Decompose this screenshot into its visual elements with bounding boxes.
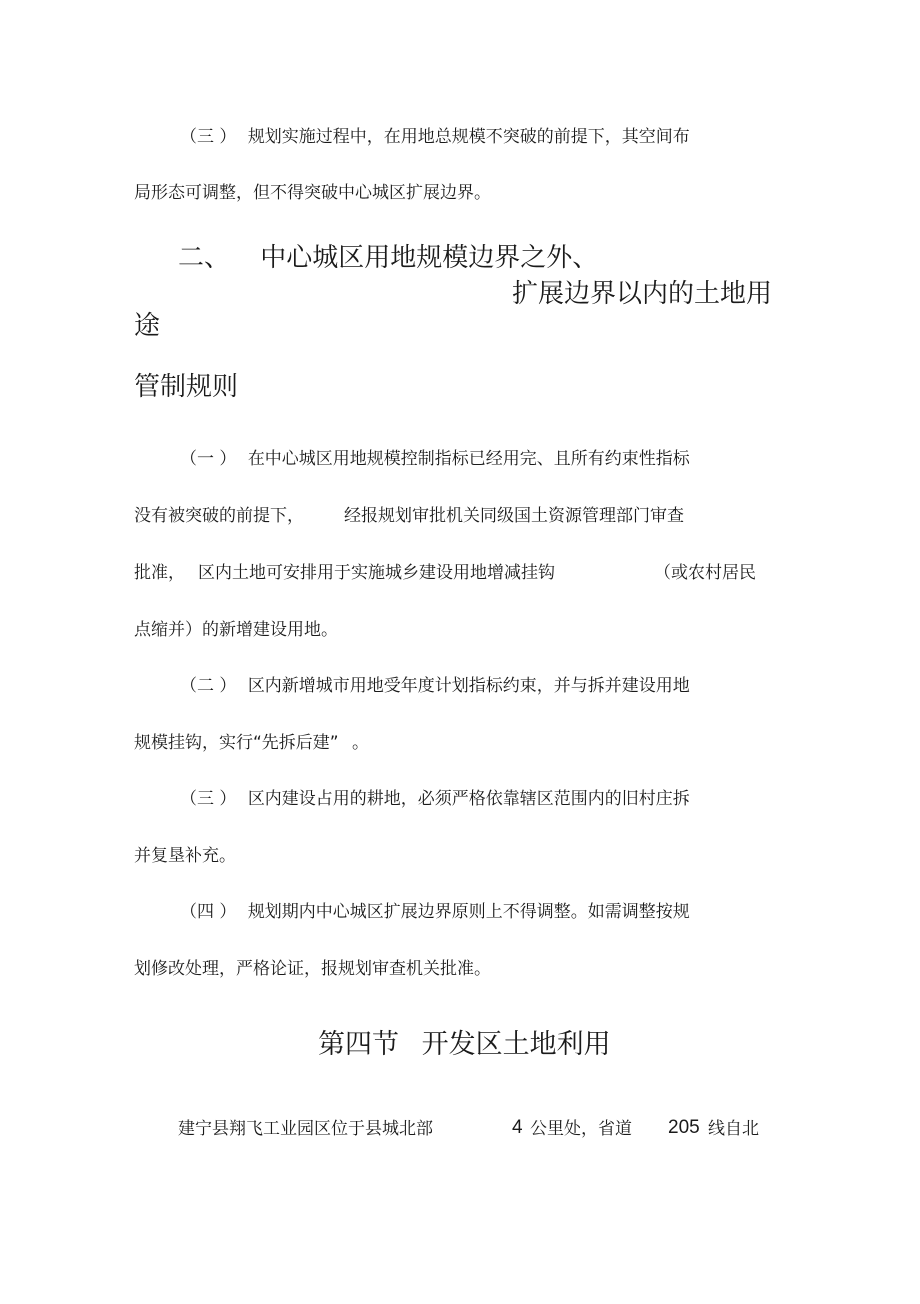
paragraph-last-text-a: 建宁县翔飞工业园区位于县城北部 (178, 1119, 433, 1139)
paragraph-er-line1 (180, 675, 690, 697)
paragraph-yi-line2a: 没有被突破的前提下， (134, 506, 304, 526)
paragraph-san-1-line2: 局形态可调整，但不得突破中心城区扩展边界。 (134, 183, 491, 203)
paragraph-yi-line2b: 经报规划审批机关同级国土资源管理部门审查 (344, 506, 684, 526)
section-number: 第四节 (318, 1029, 399, 1060)
section-4-heading (318, 1028, 611, 1062)
paragraph-text: 规划实施过程中，在用地总规模不突破的前提下，其空间布 (247, 127, 690, 147)
paragraph-san-1-line1 (180, 126, 690, 148)
paragraph-yi-line3b: 区内土地可安排用于实施城乡建设用地增减挂钩 (198, 563, 555, 583)
item-number: （二 ） (180, 676, 237, 696)
paragraph-last-text-b: 公里处，省道 (530, 1119, 632, 1139)
paragraph-text: 规模挂钩，实行“先拆后建” (134, 733, 339, 753)
section-2-heading-line3: 途 (134, 311, 161, 341)
section-title: 中心城区用地规模边界之外、 (260, 243, 599, 273)
item-number: （三 ） (180, 789, 237, 809)
section-2-heading-line2: 扩展边界以内的土地用 (512, 279, 773, 309)
section-number: 二、 (178, 243, 231, 273)
paragraph-yi-line4: 点缩并）的新增建设用地。 (134, 620, 338, 640)
paragraph-text: 规划期内中心城区扩展边界原则上不得调整。如需调整按规 (247, 902, 690, 922)
section-2-heading-line4: 管制规则 (134, 372, 239, 402)
full-stop: 。 (352, 733, 370, 753)
section-2-heading-line1 (178, 242, 598, 274)
paragraph-text: 区内新增城市用地受年度计划指标约束，并与拆并建设用地 (247, 676, 690, 696)
paragraph-last-text-c: 线自北 (708, 1119, 759, 1139)
road-number: 205 (668, 1117, 700, 1138)
paragraph-si-line1 (180, 901, 690, 923)
paragraph-san-2-line2: 并复垦补充。 (134, 846, 236, 866)
paragraph-text: 在中心城区用地规模控制指标已经用完、且所有约束性指标 (247, 449, 690, 469)
paragraph-yi-line3c: （或农村居民 (654, 563, 756, 583)
paragraph-text: 区内建设占用的耕地，必须严格依靠辖区范围内的旧村庄拆 (247, 789, 690, 809)
item-number: （三 ） (180, 127, 237, 147)
paragraph-san-2-line1 (180, 788, 690, 810)
item-number: （四 ） (180, 902, 237, 922)
paragraph-yi-line1 (180, 448, 690, 470)
paragraph-yi-line3a: 批准， (134, 563, 185, 583)
item-number: （一 ） (180, 449, 237, 469)
paragraph-er-line2 (134, 732, 369, 754)
paragraph-si-line2: 划修改处理，严格论证，报规划审查机关批准。 (134, 959, 491, 979)
distance-number: 4 (512, 1117, 523, 1138)
section-title: 开发区土地利用 (421, 1029, 611, 1060)
